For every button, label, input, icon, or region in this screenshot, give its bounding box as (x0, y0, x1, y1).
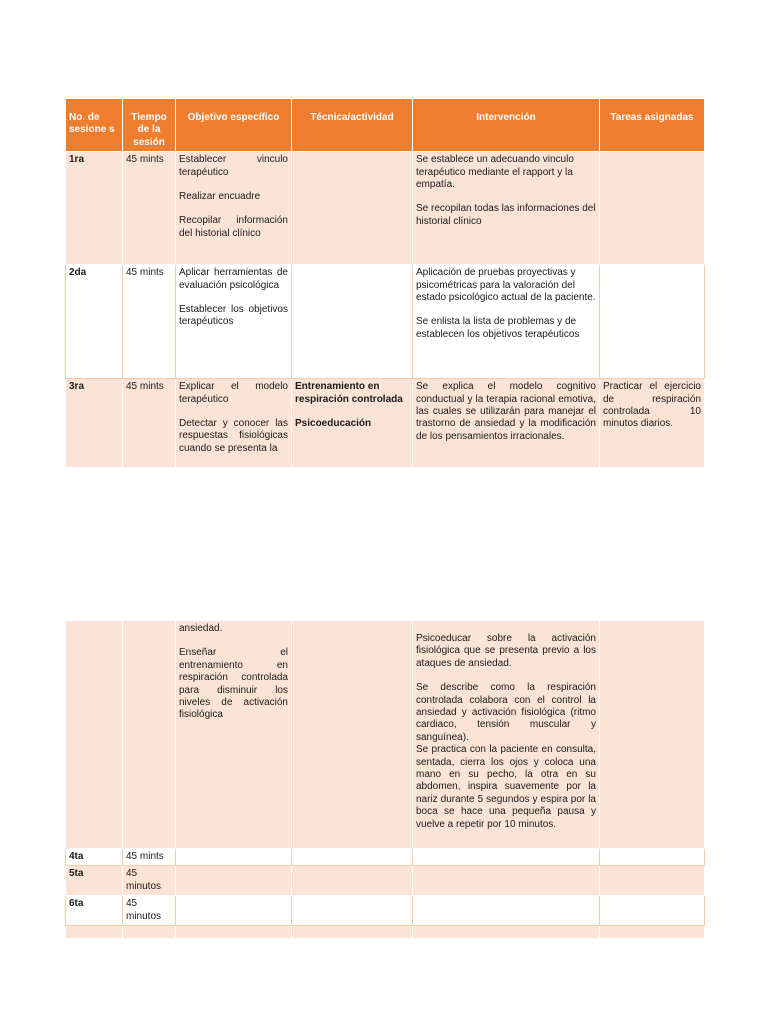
table-header-row (66, 99, 705, 152)
intervention-cell (413, 152, 600, 265)
table-row (66, 926, 705, 939)
sessions-table-page-1 (65, 98, 705, 468)
session-number: 2da (66, 265, 123, 379)
intervention-text: Se recopilan todas las informaciones del historial clínico (416, 203, 596, 227)
tasks-cell (600, 152, 705, 265)
sessions-table-page-2 (65, 620, 705, 939)
header-intervention: Intervención (413, 99, 600, 152)
session-time (123, 621, 176, 849)
intervention-cell (413, 265, 600, 379)
session-time: 45 minutos (123, 896, 176, 926)
objective-text: Explicar el modelo terapéutico (179, 381, 288, 405)
objective-text: Establecer vinculo terapéutico (179, 154, 288, 178)
header-sessions: No. de sesione s (66, 99, 123, 152)
intervention-text: Se establece un adecuando vinculo terapéutico mediante el rapport y la empatía. (416, 154, 574, 191)
intervention-text: Aplicación de pruebas proyectivas y psicométricas para la valoración del estado psicológico actual de la paciente. (416, 267, 596, 304)
session-time (123, 926, 176, 939)
session-number: 6ta (66, 896, 123, 926)
intervention-text: Se describe como la respiración controlada colabora con el control la ansiedad y activación fisiológica (ritmo cardiaco, tensión muscular y sanguínea). (416, 682, 596, 743)
objective-cell (176, 621, 292, 849)
objective-cell (176, 379, 292, 468)
table-row (66, 896, 705, 926)
intervention-text: Se explica el modelo cognitivo conductual y la terapia racional emotiva, las cuales se utilizarán para manejar el trastorno de ansiedad y la modificación de los pensamientos irracionales. (416, 381, 596, 442)
table-row (66, 621, 705, 849)
session-time: 45 mints (123, 849, 176, 866)
objective-text: ansiedad. (179, 623, 223, 634)
session-number: 1ra (66, 152, 123, 265)
session-time: 45 mints (123, 379, 176, 468)
table-row (66, 265, 705, 379)
header-objective: Objetivo específico (176, 99, 292, 152)
table-row (66, 866, 705, 896)
intervention-text: Se practica con la paciente en consulta, sentada, cierra los ojos y coloca una mano en su pecho, la otra en su abdomen, inspira suavemente por la nariz durante 5 segundos y espira por la boca se hace una pequeña pausa y vuelve a repetir por 10 minutos. (416, 744, 596, 830)
objective-cell (176, 152, 292, 265)
session-number: 3ra (66, 379, 123, 468)
table-row (66, 849, 705, 866)
objective-text: Detectar y conocer las respuestas fisiológicas cuando se presenta la (179, 418, 288, 454)
table-row (66, 152, 705, 265)
header-tasks: Tareas asignadas (600, 99, 705, 152)
tasks-cell (600, 265, 705, 379)
session-number (66, 621, 123, 849)
technique-text: Entrenamiento en respiración controlada (295, 381, 403, 405)
intervention-text: Se enlista la lista de problemas y de establecen los objetivos terapéuticos (416, 316, 580, 340)
technique-cell (292, 152, 413, 265)
tasks-cell: Practicar el ejercicio de respiración controlada 10 minutos diarios. (600, 379, 705, 468)
intervention-cell (413, 379, 600, 468)
technique-cell (292, 379, 413, 468)
technique-cell (292, 265, 413, 379)
intervention-text: Psicoeducar sobre la activación fisiológica que se presenta previo a los ataques de ansiedad. (416, 633, 596, 669)
objective-text: Realizar encuadre (179, 191, 261, 203)
objective-text: Aplicar herramientas de evaluación psicológica (179, 267, 288, 291)
tasks-cell (600, 621, 705, 849)
session-number: 4ta (66, 849, 123, 866)
technique-text: Psicoeducación (295, 418, 372, 430)
session-time: 45 mints (123, 265, 176, 379)
technique-cell (292, 621, 413, 849)
header-time: Tiempo de la sesión (123, 99, 176, 152)
session-number (66, 926, 123, 939)
objective-text: Enseñar el entrenamiento en respiración controlada para disminuir los niveles de activación fisiológica (179, 647, 288, 721)
session-time: 45 minutos (123, 866, 176, 896)
session-time: 45 mints (123, 152, 176, 265)
objective-cell (176, 265, 292, 379)
objective-text: Establecer los objetivos terapéuticos (179, 304, 288, 328)
table-row (66, 379, 705, 468)
objective-text: Recopilar información del historial clínico (179, 215, 288, 239)
header-technique: Técnica/actividad (292, 99, 413, 152)
session-number: 5ta (66, 866, 123, 896)
intervention-cell (413, 621, 600, 849)
page-break (0, 520, 768, 521)
